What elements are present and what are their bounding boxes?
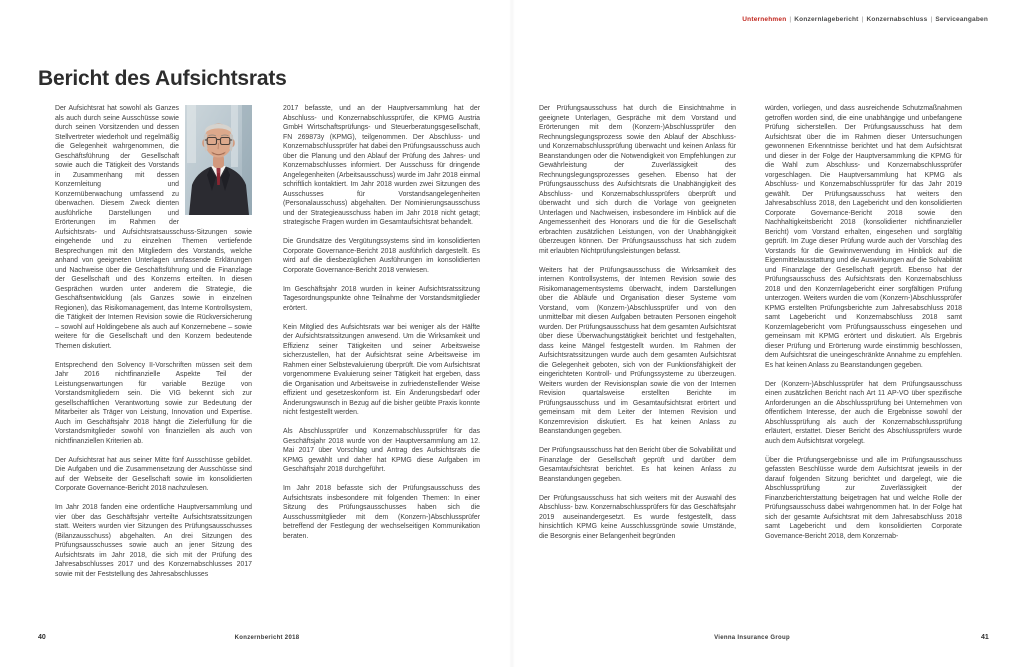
paragraph-text: Der Aufsichtsrat hat sowohl als Ganzes als auch durch seine Ausschüsse sowie durch seinen Vorsitzenden und dessen Stellvertreter wiederholt und regelmäßig die Gelegenheit wahrgenommen, die Geschäftsführung der Gesellschaft sowie auch die Tätigkeit des Vorstands in Zusammenhang mit dessen Konzernleitung und Konzernüberwachung umfassend zu überwachen. Diesem Zweck dienten ausführliche Darstellungen und Erörterungen im Rahmen der Aufsichtsrats- und Aufsichtsratsausschuss-Sitzungen sowie eingehende und zu einzelnen Themen vertiefende Besprechungen mit den Mitgliedern des Vorstands, welche anhand von geeigneten Unterlagen umfassende Erklärungen und Nachweise über die Geschäftsführung und die Finanzlage der Gesellschaft und des Konzerns erteilten. In diesen Gesprächen wurden unter anderem die Strategie, die Geschäftsentwicklung (als Ganzes sowie in einzelnen Regionen), das Risikomanagement, das Interne Kontrollsystem, die Tätigkeit der Internen Revision sowie die Rückversicherung – sowohl auf Holdingebene als auch auf Konzernebene – sowie weitere für die Gesellschaft und den Konzern bedeutende Themen diskutiert. — [55, 105, 252, 350]
nav-separator: | — [930, 16, 933, 23]
nav-separator: | — [789, 16, 792, 23]
paragraph: Kein Mitglied des Aufsichtsrats war bei weniger als der Hälfte der Aufsichtsratssitzungen anwesend. Um die Wirksamkeit und Effizienz seiner Tätigkeiten und seiner Arbeitsweise sicherzustellen, hat der Aufsichtsrat seine Arbeitsweise im Rahmen einer Selbstevaluierung überprüft. Die vom Aufsichtsrat vorgenommene Evaluierung seiner Tätigkeit hat ergeben, dass die Organisation und Arbeitsweise in zufriedenstellender Weise effizient und gesetzeskonform ist. Ein Änderungsbedarf oder Änderungswunsch in Bezug auf die bisher geübte Praxis konnte nicht festgestellt werden. — [283, 323, 480, 416]
paragraph: Als Abschlussprüfer und Konzernabschlussprüfer für das Geschäftsjahr 2018 wurde von der Hauptversammlung am 12. Mai 2017 über Vorschlag und Antrag des Aufsichtsrats die KPMG gewählt und daher hat KPMG diese Aufgaben im Geschäftsjahr 2018 durchgeführt. — [283, 428, 480, 473]
paragraph: würden, vorliegen, und dass ausreichende Schutzmaßnahmen getroffen worden sind, die eine unabhängige und unbefangene Prüfung sicherstellen. Der Prüfungsausschuss hat dem Aufsichtsrat über die im Rahmen dieser Untersuchungen gewonnenen Erkenntnisse berichtet und hat dem Aufsichtsrat und dieser in der Folge der Hauptversammlung die KPMG für die Wahl zum Abschluss- und Konzernabschlussprüfer vorgeschlagen. Die Hauptversammlung hat KPMG als Abschluss- und Konzernabschlussprüfer für das Jahr 2019 gewählt. Der Prüfungsausschuss hat weiters den Jahresabschluss 2018, den Lagebericht und den konsolidierten Corporate Governance-Bericht 2018 sowie den Nachhaltigkeitsbericht 2018 (konsolidierter nichtfinanzieller Bericht) vom Vorstand erhalten, eingesehen und sorgfältig geprüft. Im Zuge dieser Prüfung wurde auch der Vorschlag des Vorstands für die Gewinnverwendung im Hinblick auf die Eigenmittelausstattung und die Auswirkungen auf die Solvabilität und Finanzlage der Gesellschaft geprüft. Ebenso hat der Prüfungsausschuss des Aufsichtsrats den Konzernabschluss 2018 und den Konzernlagebericht einer sorgfältigen Prüfung unterzogen. Weiters wurden die vom (Konzern-)Abschlussprüfer KPMG erstellten Prüfungsberichte zum Jahresabschluss 2018 samt Lagebericht und Konzernabschluss 2018 samt Konzernlagebericht vom Prüfungsausschuss eingesehen und gemeinsam mit KPMG erörtert und diskutiert. Als Ergebnis dieser Prüfung und Erörterung wurde einstimmig beschlossen, dem Aufsichtsrat die uneingeschränkte Annahme zu empfehlen. Es hat keinen Anlass zu Beanstandungen gegeben. — [765, 105, 962, 369]
text-column-1 — [55, 104, 252, 589]
paragraph: Entsprechend den Solvency II-Vorschriften müssen seit dem Jahr 2016 nichtfinanzielle Aspekte Teil der Leistungserwartungen für variable Bezüge von Vorstandsmitgliedern sein. Die VIG bekennt sich zur gesellschaftlichen Verantwortung sowie zur Bedeutung der Mitarbeiter als Träger von Leistung, Innovation und Expertise. Auch im Geschäftsjahr 2018 hängt die Zielerfüllung für die Vorstandsmitglieder sowohl von finanziellen als auch von nichtfinanziellen Kriterien ab. — [55, 361, 252, 445]
paragraph: Im Jahr 2018 fanden eine ordentliche Hauptversammlung und vier über das Geschäftsjahr verteilte Aufsichtsratssitzungen statt. Weiters wurden vier Sitzungen des Prüfungsausschusses (Bilanzausschuss) abgehalten. An drei Sitzungen des Prüfungsausschusses sowie auch an jener Sitzung des Aufsichtsrats im Jahr 2018, die sich mit der Prüfung des Jahresabschlusses 2017 und des Konzernabschlusses 2017 sowie mit der Feststellung des Jahresabschlusses — [55, 504, 252, 578]
left-footer-text: Konzernbericht 2018 — [234, 635, 300, 641]
page-title: Bericht des Aufsichtsrats — [38, 67, 287, 91]
nav-separator: | — [861, 16, 864, 23]
chairman-portrait-photo — [185, 105, 252, 215]
text-column-4 — [765, 104, 962, 551]
section-breadcrumb — [742, 16, 988, 23]
right-page-number: 41 — [981, 634, 989, 641]
text-column-2 — [283, 104, 480, 551]
right-footer-text: Vienna Insurance Group — [714, 635, 790, 641]
paragraph: Die Grundsätze des Vergütungssystems sind im konsolidierten Corporate Governance-Bericht 2018 ausführlich dargestellt. Es wird auf die diesbezüglichen Ausführungen im konsolidierten Corporate Governance-Bericht 2018 verwiesen. — [283, 238, 480, 274]
nav-item-unternehmen[interactable]: Unternehmen — [742, 16, 787, 23]
paragraph: Weiters hat der Prüfungsausschuss die Wirksamkeit des internen Kontrollsystems, der Internen Revision sowie des Risikomanagementsystems überwacht, indem Darstellungen über die Abläufe und Organisation dieser Systeme vom Vorstand, vom (Konzern-)Abschlussprüfer und von den unmittelbar mit diesen Aufgaben betrauten Personen eingeholt wurden. Der Prüfungsausschuss hat dem gesamten Aufsichtsrat über diese Überwachungstätigkeit berichtet und festgehalten, dass keine Mängel festgestellt wurden. Im Rahmen der Aufsichtsratssitzungen wurde auch dem gesamten Aufsichtsrat die Gelegenheit geboten, sich von der Funktionsfähigkeit der eingerichteten Kontroll- und Prüfungssysteme zu überzeugen. Weiters wurden der Revisionsplan sowie die von der Internen Revision quartalsweise erstellten Berichte im Prüfungsausschuss und im Gesamtaufsichtsrat erörtert und gemeinsam mit dem Leiter der Internen Revision und Konzernrevision diskutiert. Es hat keinen Anlass zu Beanstandungen gegeben. — [539, 266, 736, 435]
paragraph: Der Prüfungsausschuss hat den Bericht über die Solvabilität und Finanzlage der Gesellschaft geprüft und darüber dem Gesamtaufsichtsrat berichtet. Es hat keinen Anlass zu Beanstandungen gegeben. — [539, 447, 736, 483]
paragraph: Der (Konzern-)Abschlussprüfer hat dem Prüfungsausschuss einen zusätzlichen Bericht nach Art 11 AP-VO über spezifische Anforderungen an die Abschlussprüfung bei Unternehmen von öffentlichem Interesse, der auch die Ergebnisse sowohl der Abschlussprüfung als auch der Konzernabschlussprüfung erläutert, erstattet. Dieser Bericht des Abschlussprüfers wurde auch dem Aufsichtsrat vorgelegt. — [765, 380, 962, 445]
page-gutter — [509, 0, 515, 667]
paragraph: Der Aufsichtsrat hat aus seiner Mitte fünf Ausschüsse gebildet. Die Aufgaben und die Zusammensetzung der Ausschüsse sind auf der Webseite der Gesellschaft sowie im konsolidierten Corporate Governance-Bericht 2018 nachzulesen. — [55, 456, 252, 492]
nav-item-konzernabschluss[interactable]: Konzernabschluss — [866, 16, 928, 23]
paragraph: Der Prüfungsausschuss hat durch die Einsichtnahme in geeignete Unterlagen, Gespräche mit dem Vorstand und Erörterungen mit dem (Konzern-)Abschlussprüfer den Rechnungslegungsprozess sowie den Ablauf der Abschluss- und Konzernabschlussprüfung überwacht und keinen Anlass für Beanstandungen oder die Notwendigkeit von Empfehlungen zur Gewährleistung der Zuverlässigkeit des Rechnungslegungsprozesses gesehen. Ebenso hat der Prüfungsausschuss des Aufsichtsrats die Unabhängigkeit des Abschluss- und Konzernabschlussprüfers überprüft und überwacht und sich durch die Vorlage von geeigneten Unterlagen und Nachweisen, insbesondere im Hinblick auf die Angemessenheit des Honorars und die für die Gesellschaft erbrachten zusätzlichen Leistungen, von der Unabhängigkeit überzeugen können. Der Prüfungsausschuss hat sich zudem mit erlaubten Nichtprüfungsleistungen befasst. — [539, 105, 736, 255]
paragraph: Der Prüfungsausschuss hat sich weiters mit der Auswahl des Abschluss- bzw. Konzernabschlussprüfers für das Geschäftsjahr 2019 auseinandergesetzt. Es wurde festgestellt, dass hinsichtlich KPMG keine Ausschlussgründe sowie Umstände, die Besorgnis einer Befangenheit begründen — [539, 494, 736, 540]
nav-item-serviceangaben[interactable]: Serviceangaben — [935, 16, 988, 23]
left-page-number: 40 — [38, 634, 46, 641]
paragraph: Im Geschäftsjahr 2018 wurden in keiner Aufsichtsratssitzung Tagesordnungspunkte ohne Teilnahme der Vorstandsmitglieder erörtert. — [283, 285, 480, 312]
paragraph — [55, 104, 252, 351]
paragraph: Über die Prüfungsergebnisse und alle im Prüfungsausschuss gefassten Beschlüsse wurde dem Aufsichtsrat jeweils in der darauf folgenden Sitzung berichtet und dargelegt, wie die Abschlussprüfung zur Zuverlässigkeit der Finanzberichterstattung beigetragen hat und welche Rolle der Prüfungsausschuss dabei wahrgenommen hat. In der Folge hat sich der gesamte Aufsichtsrat mit dem Jahresabschluss 2018 samt Lagebericht und dem konsolidierten Corporate Governance-Bericht 2018, dem Konzernab- — [765, 456, 962, 540]
paragraph: Im Jahr 2018 befasste sich der Prüfungsausschuss des Aufsichtsrats insbesondere mit folgenden Themen: In einer Sitzung des Prüfungsausschusses haben sich die Ausschussmitglieder mit dem (Konzern-)Abschlussprüfer betreffend der Festlegung der wechselseitigen Kommunikation beraten. — [283, 485, 480, 540]
nav-item-konzernlagebericht[interactable]: Konzernlagebericht — [794, 16, 859, 23]
text-column-3 — [539, 104, 736, 551]
paragraph: 2017 befasste, und an der Hauptversammlung hat der Abschluss- und Konzernabschlussprüfer, die KPMG Austria GmbH Wirtschaftsprüfungs- und Steuerberatungsgesellschaft, FN 269873y (KPMG), teilgenommen. Der Abschluss- und Konzernabschlussprüfer hat dabei den Prüfungsausschuss auch über die Planung und den Ablauf der Prüfung des Jahres- und Konzernabschlusses informiert. Der Ausschuss für dringende Angelegenheiten (Arbeitsausschuss) wurde im Jahr 2018 einmal schriftlich kontaktiert. Im Jahr 2018 wurden zwei Sitzungen des Ausschusses für Vorstandsangelegenheiten (Personalausschuss) abgehalten. Der Nominierungsausschuss und der Strategieausschuss haben im Jahr 2018 nicht getagt; strategische Fragen wurden im Gesamtaufsichtsrat behandelt. — [283, 105, 480, 226]
